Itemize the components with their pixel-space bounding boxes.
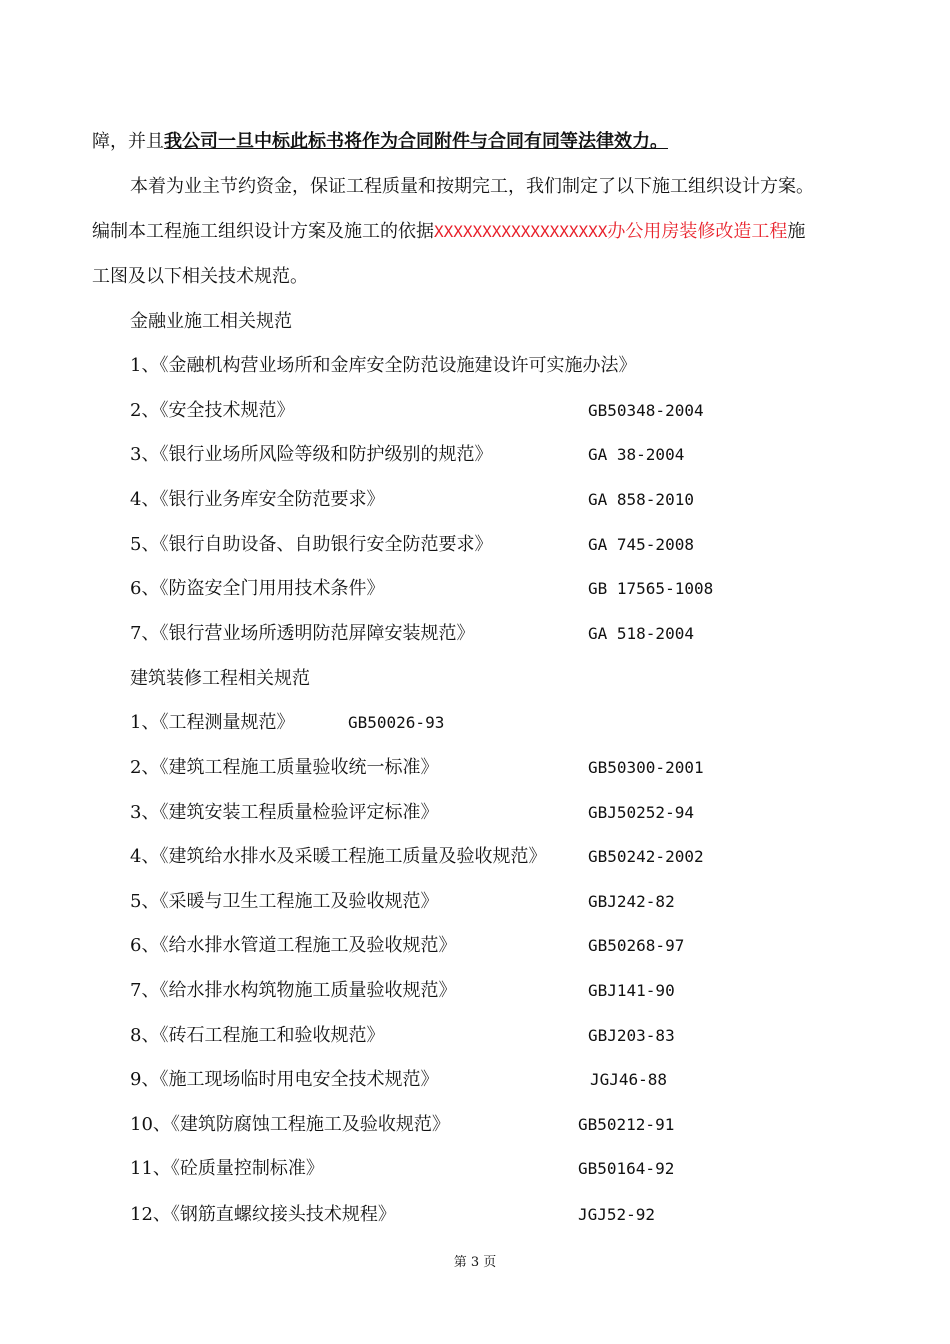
s1-item-7-code: GA 518-2004	[588, 624, 694, 643]
s2-item-11: 11、《砼质量控制标准》	[130, 1158, 324, 1179]
s2-item-12: 12、《钢筋直螺纹接头技术规程》	[130, 1204, 396, 1225]
s2-item-1: 1、《工程测量规范》	[130, 712, 295, 733]
s2-item-3: 3、《建筑安装工程质量检验评定标准》	[130, 802, 439, 823]
s1-item-5-code: GA 745-2008	[588, 535, 694, 554]
s1-item-7: 7、《银行营业场所透明防范屏障安装规范》	[130, 623, 475, 644]
s1-item-4-code: GA 858-2010	[588, 490, 694, 509]
s1-item-5: 5、《银行自助设备、自助银行安全防范要求》	[130, 534, 493, 555]
s2-item-5: 5、《采暖与卫生工程施工及验收规范》	[130, 891, 439, 912]
s2-item-1-code: GB50026-93	[348, 713, 445, 732]
intro-line-3	[92, 221, 805, 243]
s2-item-3-code: GBJ50252-94	[588, 803, 694, 822]
s2-item-5-code: GBJ242-82	[588, 892, 675, 911]
intro-line-1-prefix: 障，并且	[92, 131, 164, 152]
s2-item-2-code: GB50300-2001	[588, 758, 704, 777]
s2-item-10-code: GB50212-91	[578, 1115, 675, 1134]
s1-item-4: 4、《银行业务库安全防范要求》	[130, 489, 385, 510]
s2-item-7-code: GBJ141-90	[588, 981, 675, 1000]
s1-item-3-code: GA 38-2004	[588, 445, 685, 464]
section-1-title: 金融业施工相关规范	[130, 311, 292, 332]
s2-item-4-code: GB50242-2002	[588, 847, 704, 866]
s2-item-10: 10、《建筑防腐蚀工程施工及验收规范》	[130, 1114, 450, 1135]
s1-item-2: 2、《安全技术规范》	[130, 400, 295, 421]
section-2-title: 建筑装修工程相关规范	[130, 668, 310, 689]
s1-item-3: 3、《银行业场所风险等级和防护级别的规范》	[130, 444, 493, 465]
s2-item-9-code: JGJ46-88	[590, 1070, 668, 1089]
intro-line-3-suffix: 施	[787, 221, 806, 242]
intro-line-4: 工图及以下相关技术规范。	[92, 266, 308, 287]
s1-item-6-code: GB 17565-1008	[588, 579, 714, 598]
project-name: 办公用房装修改造工程	[607, 221, 788, 242]
s2-item-9: 9、《施工现场临时用电安全技术规范》	[130, 1069, 439, 1090]
s2-item-4: 4、《建筑给水排水及采暖工程施工质量及验收规范》	[130, 846, 547, 867]
intro-line-3-prefix: 编制本工程施工组织设计方案及施工的依据	[92, 221, 434, 242]
s2-item-12-code: JGJ52-92	[578, 1205, 656, 1224]
intro-line-1-bold: 我公司一旦中标此标书将作为合同附件与合同有同等法律效力。	[164, 131, 668, 152]
s1-item-2-code: GB50348-2004	[588, 401, 704, 420]
intro-line-1	[92, 131, 668, 153]
s2-item-6-code: GB50268-97	[588, 936, 685, 955]
intro-line-2: 本着为业主节约资金，保证工程质量和按期完工，我们制定了以下施工组织设计方案。	[130, 176, 814, 197]
s2-item-6: 6、《给水排水管道工程施工及验收规范》	[130, 935, 457, 956]
s2-item-11-code: GB50164-92	[578, 1159, 675, 1178]
s1-item-6: 6、《防盗安全门用用技术条件》	[130, 578, 385, 599]
s2-item-2: 2、《建筑工程施工质量验收统一标准》	[130, 757, 439, 778]
page-number: 第 3 页	[453, 1255, 497, 1270]
s1-item-1: 1、《金融机构营业场所和金库安全防范设施建设许可实施办法》	[130, 355, 637, 376]
project-placeholder: XXXXXXXXXXXXXXXXXX	[434, 222, 608, 241]
s2-item-7: 7、《给水排水构筑物施工质量验收规范》	[130, 980, 457, 1001]
s2-item-8-code: GBJ203-83	[588, 1026, 675, 1045]
s2-item-8: 8、《砖石工程施工和验收规范》	[130, 1025, 385, 1046]
